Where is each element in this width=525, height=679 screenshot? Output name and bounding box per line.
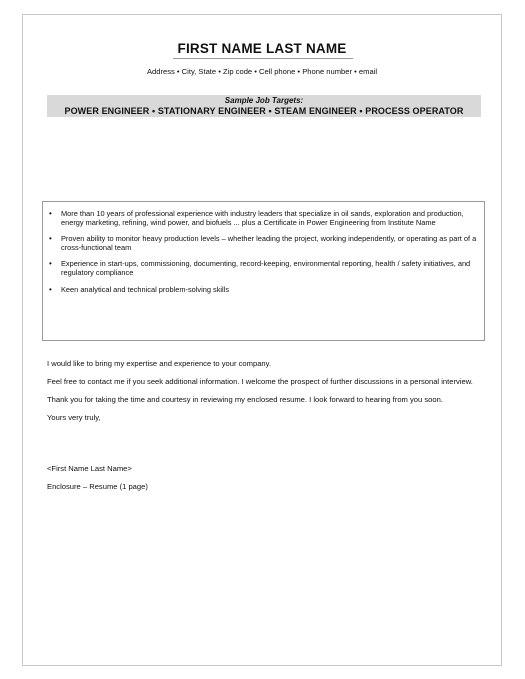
document-page bbox=[22, 14, 502, 666]
applicant-name: FIRST NAME LAST NAME bbox=[177, 41, 347, 56]
summary-item: • More than 10 years of professional experience with industry leaders that specialize in oil sands, exploration and production, energy marketing, refining, wind power, and biofuels ... plus a Certificate in Power Engineering from Institute Name bbox=[61, 210, 478, 227]
summary-box bbox=[42, 201, 485, 341]
signature-name: <First Name Last Name> bbox=[47, 464, 132, 473]
letter-paragraph: Thank you for taking the time and courtesy in reviewing my enclosed resume. I look forward to hearing from you soon. bbox=[47, 395, 443, 404]
summary-item: • Proven ability to monitor heavy production levels – whether leading the project, working independently, or operating as part of a cross-functional team bbox=[61, 235, 478, 252]
letter-paragraph: I would like to bring my expertise and experience to your company. bbox=[47, 359, 271, 368]
summary-item: • Experience in start-ups, commissioning, documenting, record-keeping, environmental reporting, health / safety initiatives, and regulatory compliance bbox=[61, 260, 478, 277]
job-targets-label: Sample Job Targets: bbox=[224, 96, 304, 105]
summary-list bbox=[43, 202, 484, 294]
name-underline bbox=[173, 58, 353, 59]
contact-line: Address • City, State • Zip code • Cell phone • Phone number • email bbox=[146, 67, 378, 76]
letter-closing: Yours very truly, bbox=[47, 413, 101, 422]
letter-paragraph: Feel free to contact me if you seek additional information. I welcome the prospect of further discussions in a personal interview. bbox=[47, 377, 473, 386]
letter-body bbox=[47, 359, 487, 431]
job-targets-list: POWER ENGINEER • STATIONARY ENGINEER • STEAM ENGINEER • PROCESS OPERATOR bbox=[64, 106, 464, 116]
summary-item: • Keen analytical and technical problem-solving skills bbox=[61, 286, 478, 295]
job-targets-banner bbox=[47, 95, 481, 117]
enclosure-note: Enclosure – Resume (1 page) bbox=[47, 482, 148, 491]
